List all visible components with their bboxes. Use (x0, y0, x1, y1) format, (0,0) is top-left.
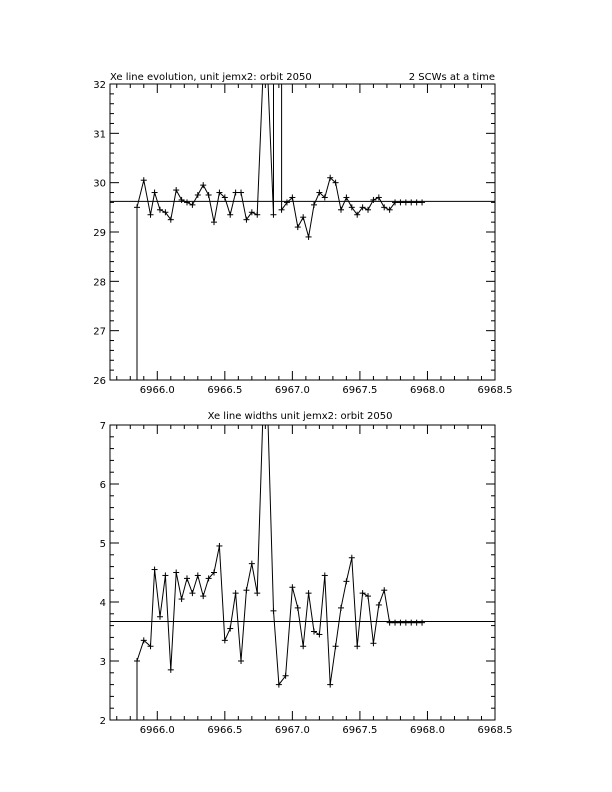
data-point (243, 587, 249, 593)
y-tick-label: 26 (93, 376, 106, 387)
data-point (233, 590, 239, 596)
data-point (184, 199, 190, 205)
series-line (137, 425, 422, 720)
data-point (195, 192, 201, 198)
data-point (354, 643, 360, 649)
data-point (270, 608, 276, 614)
data-point (206, 192, 212, 198)
data-point (365, 207, 371, 213)
data-point (414, 620, 420, 626)
data-point (327, 682, 333, 688)
data-point (349, 555, 355, 561)
data-point (216, 543, 222, 549)
chart-title: Xe line widths unit jemx2: orbit 2050 (207, 411, 393, 422)
y-tick-label: 6 (99, 480, 106, 491)
plot-frame (110, 84, 495, 380)
x-tick-label: 6966.0 (139, 725, 175, 736)
data-point (238, 190, 244, 196)
data-point (300, 643, 306, 649)
data-point (152, 190, 158, 196)
y-tick-label: 2 (99, 716, 106, 727)
data-point (179, 197, 185, 203)
data-point (134, 658, 140, 664)
data-point (222, 637, 228, 643)
y-tick-label: 3 (99, 657, 106, 668)
data-point (343, 194, 349, 200)
data-point (148, 212, 154, 218)
data-point (184, 575, 190, 581)
data-point (189, 202, 195, 208)
data-point (414, 199, 420, 205)
x-tick-label: 6968.5 (477, 385, 513, 396)
data-point (322, 572, 328, 578)
chart-annotation: 2 SCWs at a time (408, 72, 495, 83)
data-point (157, 614, 163, 620)
data-point (338, 207, 344, 213)
data-point (200, 182, 206, 188)
x-tick-label: 6966.5 (207, 385, 243, 396)
data-point (173, 570, 179, 576)
x-tick-label: 6968.0 (409, 725, 445, 736)
data-point (295, 605, 301, 611)
y-tick-label: 27 (93, 326, 106, 338)
data-point (306, 590, 312, 596)
data-point (211, 219, 217, 225)
data-point (162, 572, 168, 578)
data-point (306, 234, 312, 240)
x-tick-label: 6967.5 (342, 385, 378, 396)
data-point (254, 212, 260, 218)
data-point (397, 199, 403, 205)
data-point (370, 640, 376, 646)
data-point (152, 567, 158, 573)
x-tick-label: 6967.0 (274, 725, 310, 736)
data-point (392, 620, 398, 626)
data-point (295, 224, 301, 230)
chart-title: Xe line evolution, unit jemx2: orbit 2050 (110, 72, 312, 83)
data-point (141, 177, 147, 183)
data-point (397, 620, 403, 626)
data-point (249, 561, 255, 567)
xe-line-widths-chart (100, 411, 513, 736)
y-tick-label: 31 (93, 129, 106, 141)
data-point (419, 199, 425, 205)
y-tick-label: 29 (93, 228, 106, 239)
data-point (157, 207, 163, 213)
data-point (376, 602, 382, 608)
data-point (370, 197, 376, 203)
data-point (343, 578, 349, 584)
x-tick-label: 6966.5 (207, 725, 243, 736)
data-point (233, 190, 239, 196)
data-point (365, 593, 371, 599)
plot-frame (110, 425, 495, 720)
x-tick-label: 6968.5 (477, 725, 513, 736)
data-point (200, 593, 206, 599)
data-point (403, 199, 409, 205)
data-point (311, 202, 317, 208)
data-point (333, 643, 339, 649)
data-point (195, 572, 201, 578)
x-tick-label: 6968.0 (409, 385, 445, 396)
data-point (238, 658, 244, 664)
x-tick-label: 6966.0 (139, 385, 175, 396)
data-point (311, 629, 317, 635)
data-point (227, 212, 233, 218)
y-tick-label: 30 (93, 178, 106, 190)
x-tick-label: 6967.0 (274, 385, 310, 396)
data-point (403, 620, 409, 626)
data-point (360, 590, 366, 596)
y-tick-label: 32 (93, 80, 106, 91)
y-tick-label: 4 (99, 598, 106, 609)
data-point (300, 214, 306, 220)
data-point (289, 584, 295, 590)
y-tick-label: 5 (99, 539, 106, 550)
series-line (137, 84, 422, 380)
data-point (408, 620, 414, 626)
data-point (173, 187, 179, 193)
data-point (189, 590, 195, 596)
xe-line-evolution-chart (93, 72, 512, 396)
data-point (381, 204, 387, 210)
x-tick-label: 6967.5 (342, 725, 378, 736)
data-point (338, 605, 344, 611)
y-tick-label: 28 (93, 277, 106, 289)
data-point (270, 212, 276, 218)
data-point (408, 199, 414, 205)
data-point (419, 620, 425, 626)
y-tick-label: 7 (99, 421, 106, 432)
data-point (316, 631, 322, 637)
data-point (168, 667, 174, 673)
data-point (179, 596, 185, 602)
data-point (387, 620, 393, 626)
data-point (254, 590, 260, 596)
data-point (227, 626, 233, 632)
data-point (134, 204, 140, 210)
data-point (381, 587, 387, 593)
data-point (376, 194, 382, 200)
